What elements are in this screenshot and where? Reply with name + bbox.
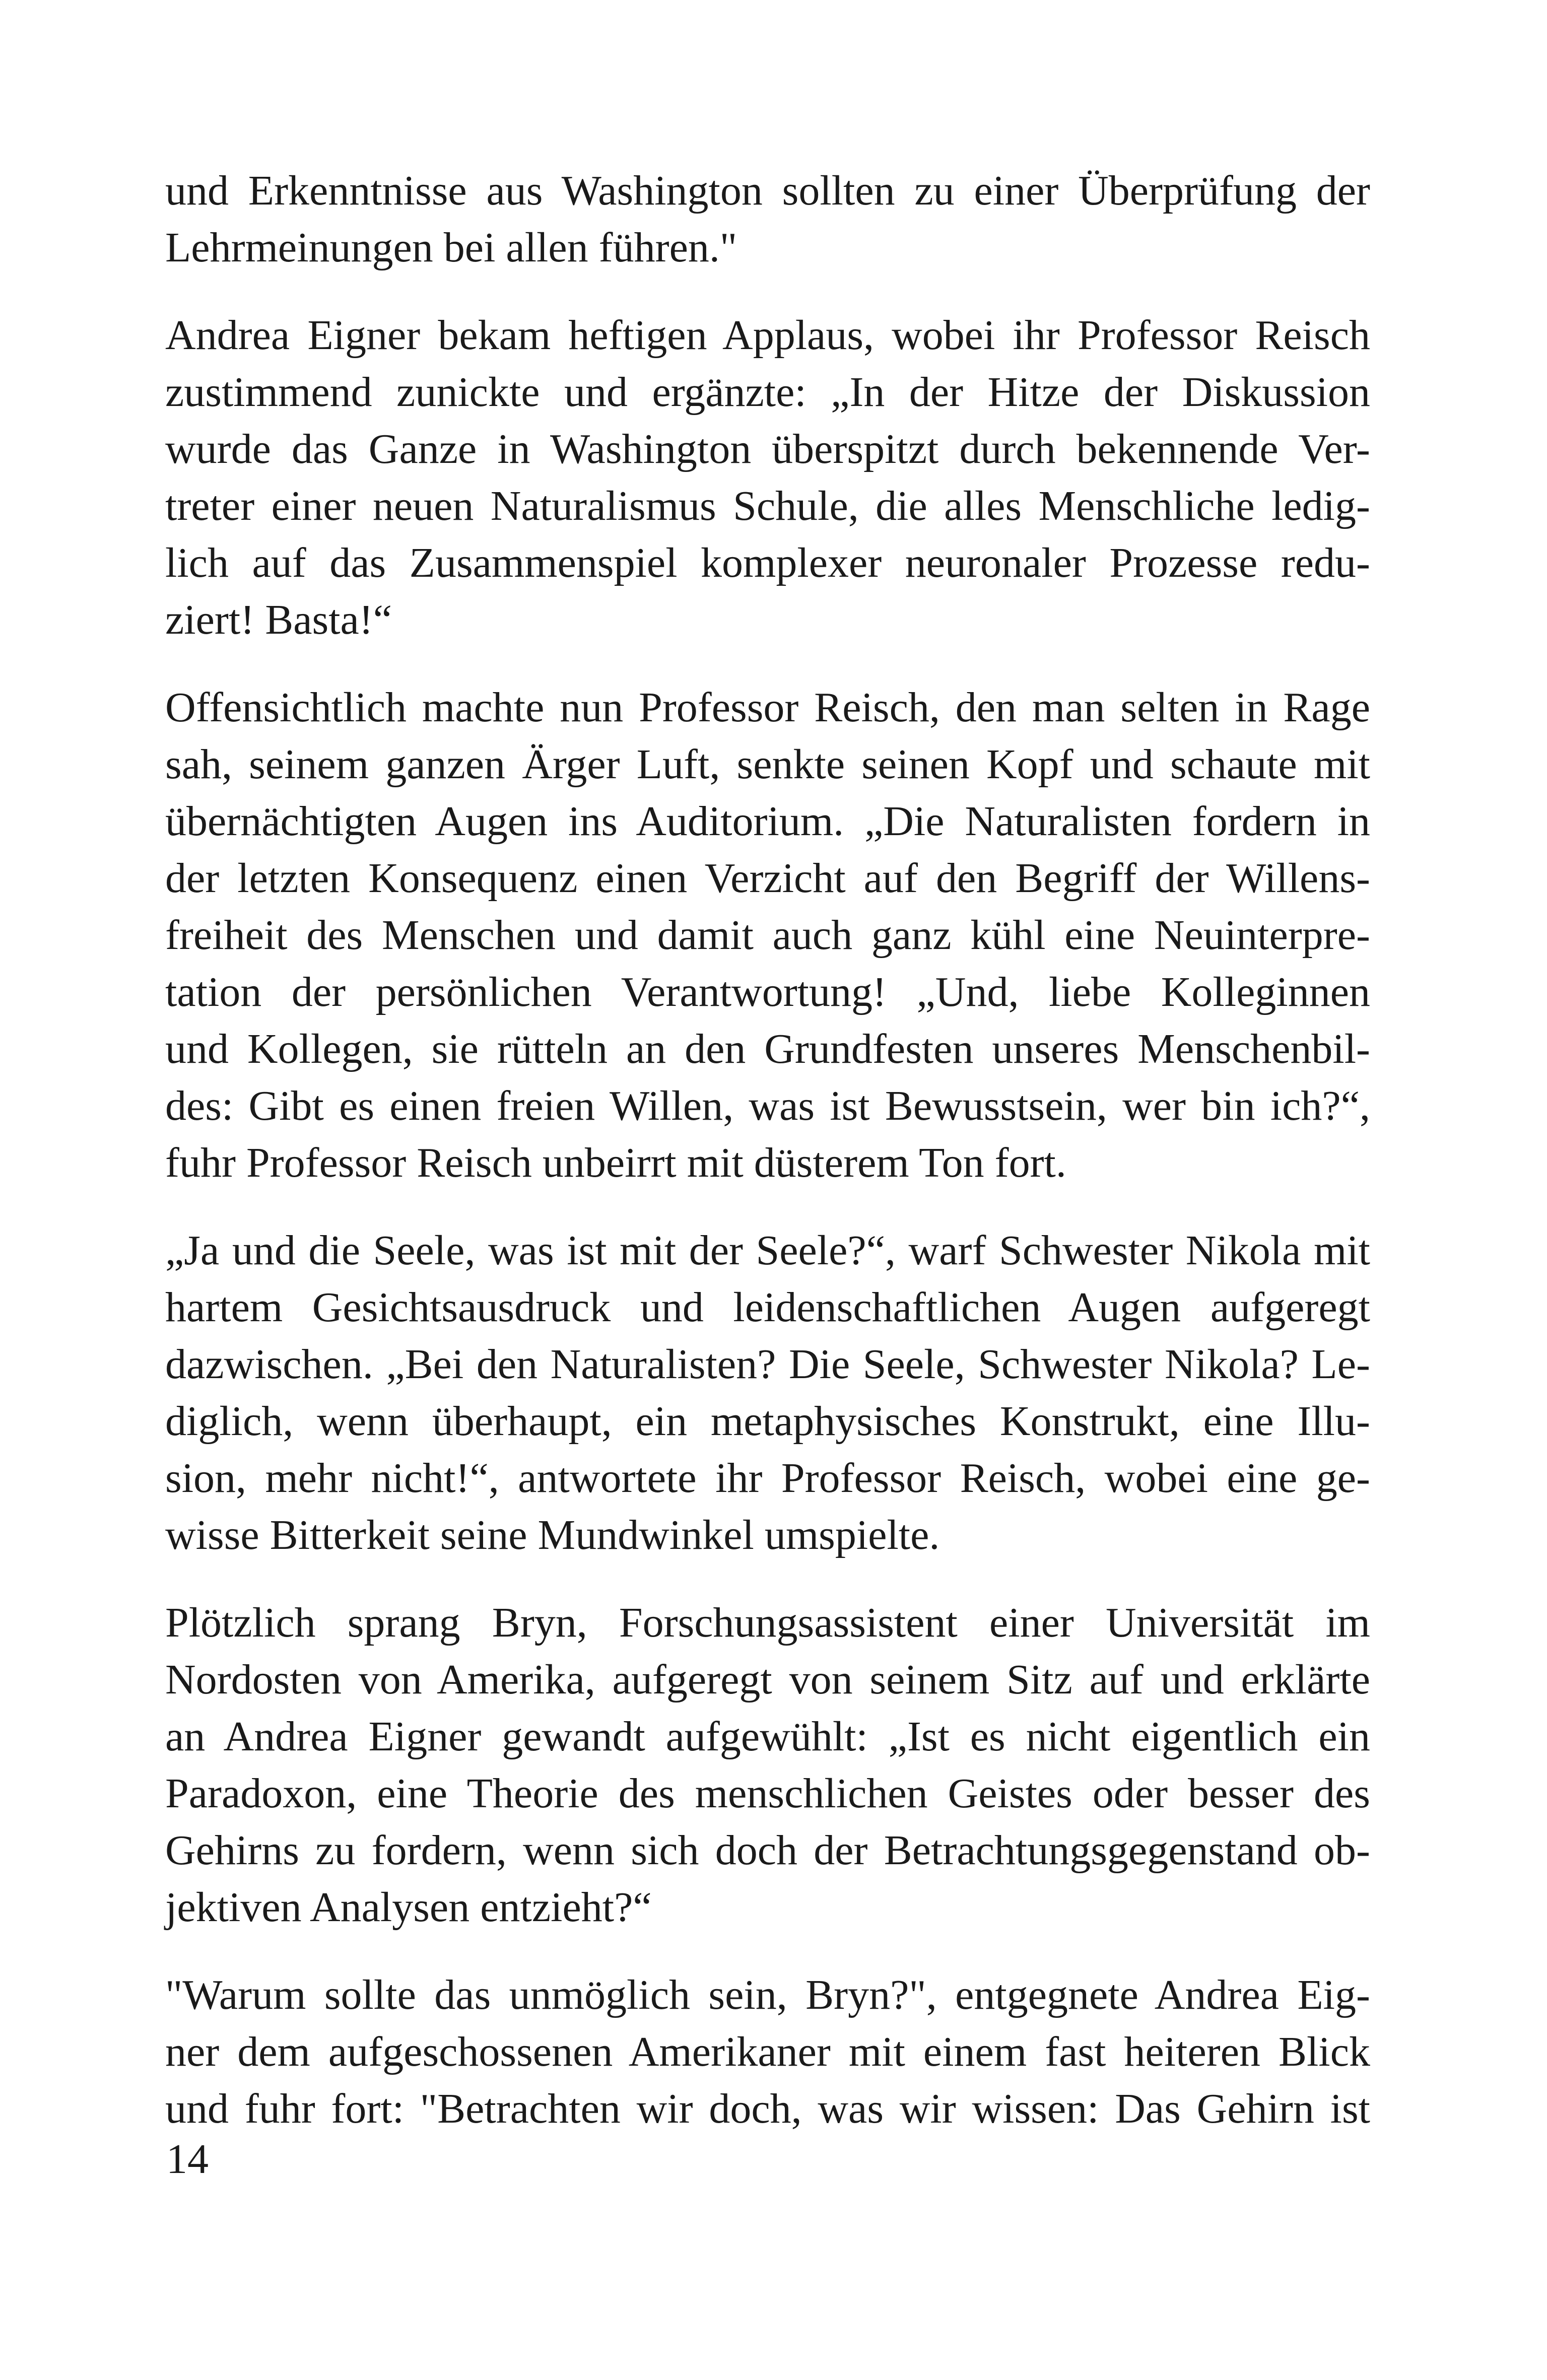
text-line: sah, seinem ganzen Ärger Luft, senkte seinen Kopf und schaute mit [165, 741, 1370, 788]
text-line: und Erkenntnisse aus Washington sollten zu einer Überprüfung der [165, 167, 1370, 214]
text-line: jektiven Analysen entzieht?“ [165, 1884, 652, 1931]
text-line: Lehrmeinungen bei allen führen." [165, 224, 737, 271]
text-line: übernächtigten Augen ins Auditorium. „Die Naturalisten fordern in [165, 798, 1370, 845]
page-number: 14 [166, 2136, 209, 2183]
text-line: und Kollegen, sie rütteln an den Grundfesten unseres Menschenbil- [165, 1026, 1370, 1072]
text-line: treter einer neuen Naturalismus Schule, die alles Menschliche ledig- [165, 483, 1370, 529]
text-line: Plötzlich sprang Bryn, Forschungsassistent einer Universität im [165, 1599, 1370, 1646]
text-line: des: Gibt es einen freien Willen, was ist Bewusstsein, wer bin ich?“, [165, 1082, 1370, 1129]
text-line: Nordosten von Amerika, aufgeregt von seinem Sitz auf und erklärte [165, 1656, 1370, 1703]
text-line: der letzten Konsequenz einen Verzicht auf den Begriff der Willens- [165, 855, 1370, 902]
paragraph [165, 1966, 1370, 2137]
paragraph [165, 1594, 1370, 1936]
text-line: diglich, wenn überhaupt, ein metaphysisches Konstrukt, eine Illu- [165, 1398, 1370, 1445]
text-line: „Ja und die Seele, was ist mit der Seele?“, warf Schwester Nikola mit [165, 1227, 1370, 1274]
text-line: an Andrea Eigner gewandt aufgewühlt: „Ist es nicht eigentlich ein [165, 1713, 1370, 1760]
text-line: fuhr Professor Reisch unbeirrt mit düsterem Ton fort. [165, 1139, 1066, 1186]
paragraph [165, 1222, 1370, 1563]
text-line: lich auf das Zusammenspiel komplexer neuronaler Prozesse redu- [165, 539, 1370, 586]
text-line: Andrea Eigner bekam heftigen Applaus, wobei ihr Professor Reisch [165, 312, 1370, 359]
text-line: Offensichtlich machte nun Professor Reisch, den man selten in Rage [165, 684, 1370, 731]
body-text [165, 162, 1370, 2168]
paragraph [165, 307, 1370, 648]
text-line: wurde das Ganze in Washington überspitzt durch bekennende Ver- [165, 426, 1370, 472]
paragraph [165, 679, 1370, 1191]
paragraph [165, 162, 1370, 276]
text-line: und fuhr fort: "Betrachten wir doch, was wir wissen: Das Gehirn ist [165, 2085, 1370, 2132]
text-line: "Warum sollte das unmöglich sein, Bryn?", entgegnete Andrea Eig- [165, 1971, 1370, 2018]
text-line: ner dem aufgeschossenen Amerikaner mit einem fast heiteren Blick [165, 2028, 1370, 2075]
text-line: hartem Gesichtsausdruck und leidenschaftlichen Augen aufgeregt [165, 1284, 1370, 1331]
text-line: zustimmend zunickte und ergänzte: „In der Hitze der Diskussion [165, 369, 1370, 416]
text-line: dazwischen. „Bei den Naturalisten? Die Seele, Schwester Nikola? Le- [165, 1341, 1370, 1388]
text-line: tation der persönlichen Verantwortung! „Und, liebe Kolleginnen [165, 969, 1370, 1015]
text-line: sion, mehr nicht!“, antwortete ihr Professor Reisch, wobei eine ge- [165, 1455, 1370, 1502]
text-line: ziert! Basta!“ [165, 596, 392, 643]
text-line: wisse Bitterkeit seine Mundwinkel umspielte. [165, 1512, 940, 1558]
text-line: freiheit des Menschen und damit auch ganz kühl eine Neuinterpre- [165, 912, 1370, 959]
text-line: Gehirns zu fordern, wenn sich doch der Betrachtungsgegenstand ob- [165, 1827, 1370, 1874]
text-line: Paradoxon, eine Theorie des menschlichen Geistes oder besser des [165, 1770, 1370, 1817]
